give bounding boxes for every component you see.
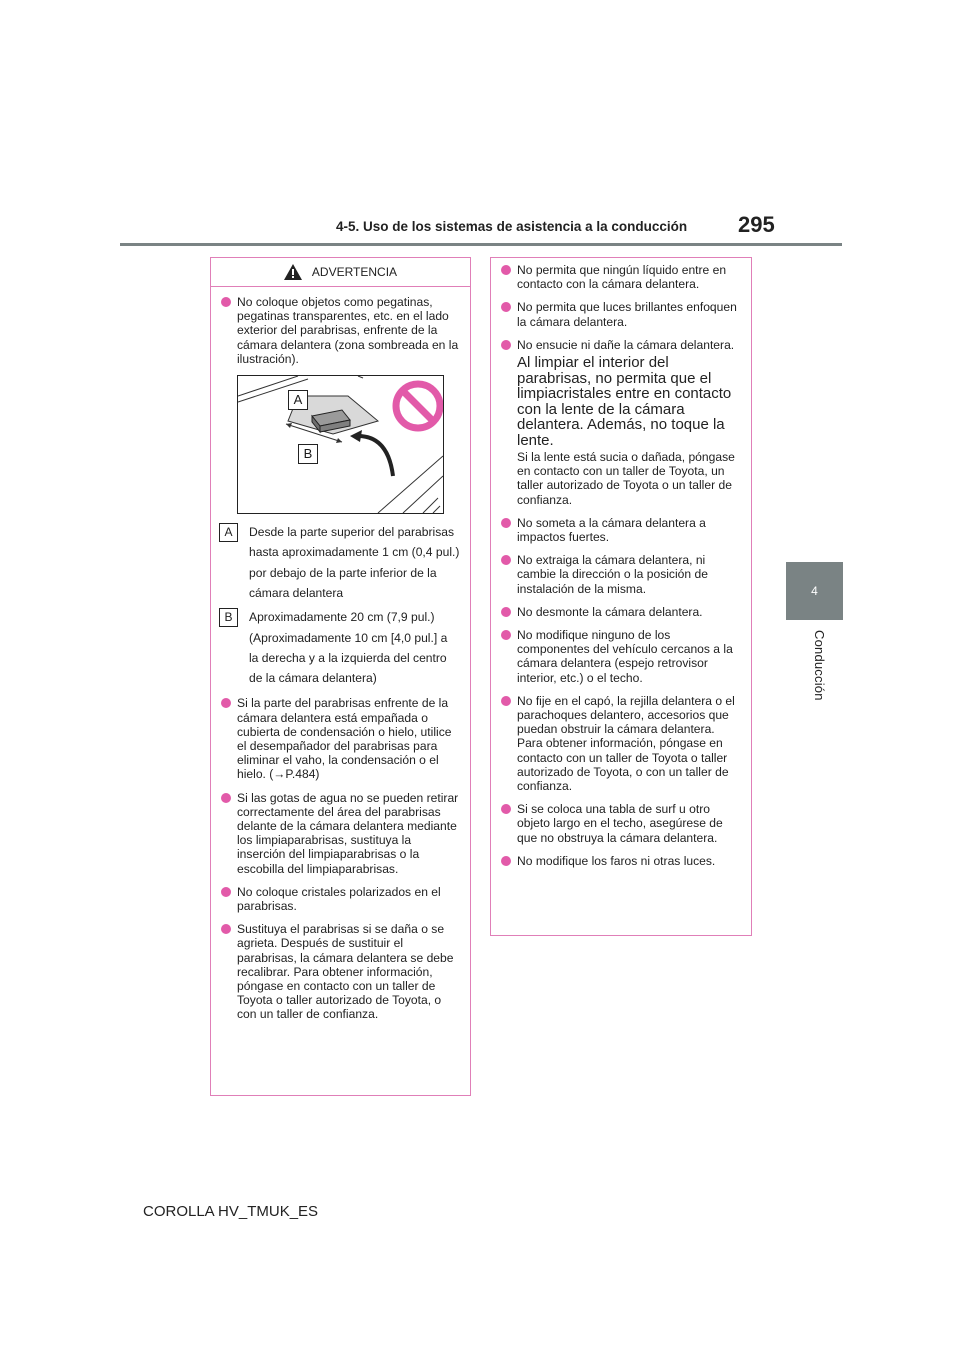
legend-tag-b: B	[219, 608, 238, 627]
bullet-dot-icon	[501, 696, 511, 706]
header-rule	[120, 243, 842, 246]
bullet-item: No fije en el capó, la rejilla delantera o el parachoques delantero, accesorios que puedan obstruir la cámara delantera. Para obtener información, póngase en contacto con un taller de Toyota o taller autorizado de Toyota, o con un taller de confianza.	[499, 694, 741, 793]
warning-header	[211, 258, 470, 287]
camera-area-drawing	[238, 376, 443, 513]
bullet-dot-icon	[501, 856, 511, 866]
bullet-item: No desmonte la cámara delantera.	[499, 605, 741, 619]
section-title: 4-5. Uso de los sistemas de asistencia a la conducción	[336, 219, 688, 234]
bullet-dot-icon	[501, 340, 511, 350]
bullet-item: Sustituya el parabrisas si se daña o se agrieta. Después de sustituir el parabrisas, la cámara delantera se debe recalibrar. Para obtener información, póngase en contacto con un taller de Toyota o taller autorizado de Toyota, o con un taller de confianza.	[219, 922, 460, 1021]
chapter-tab: 4	[786, 562, 843, 620]
bullet-item: No coloque objetos como pegatinas, pegatinas transparentes, etc. en el lado exterior del parabrisas, enfrente de la cámara delantera (zona sombreada en la ilustración).	[219, 295, 460, 366]
bullet-dot-icon	[501, 804, 511, 814]
bullet-item: No permita que luces brillantes enfoquen la cámara delantera.	[499, 300, 741, 328]
bullet-item: No extraiga la cámara delantera, ni cambie la dirección o la posición de instalación de la misma.	[499, 553, 741, 596]
windshield-camera-illustration	[237, 375, 444, 514]
bullet-dot-icon	[221, 698, 231, 708]
illustration-label-a: A	[288, 390, 308, 410]
bullet-item: Si se coloca una tabla de surf u otro objeto largo en el techo, asegúrese de que no obstruya la cámara delantera.	[499, 802, 741, 845]
illustration-label-b: B	[298, 444, 318, 464]
bullet-item-clean-camera: No ensucie ni dañe la cámara delantera. Al limpiar el interior del parabrisas, no permita que el limpiacristales entre en contacto con la lente de la cámara delantera. Además, no toque la lente. Si la lente está sucia o dañada, póngase en contacto con un taller de Toyota, un taller autorizado de Toyota o un taller de confianza.	[499, 338, 741, 507]
footer-model-code: COROLLA HV_TMUK_ES	[143, 1203, 319, 1220]
legend-tag-a: A	[219, 523, 238, 542]
bullet-item: No coloque cristales polarizados en el parabrisas.	[219, 885, 460, 913]
bullet-item: No modifique los faros ni otras luces.	[499, 854, 741, 868]
page-number: 295	[738, 212, 775, 237]
bullet-dot-icon	[221, 924, 231, 934]
bullet-item: Si la parte del parabrisas enfrente de la cámara delantera está empañada o cubierta de condensación o hielo, utilice el desempañador del parabrisas para eliminar el vaho, la condensación o el hielo. (→P.484)	[219, 696, 460, 781]
bullet-item: Si las gotas de agua no se pueden retirar correctamente del área del parabrisas delante de la cámara delantera mediante los limpiaparabrisas, sustituya la inserción del limpiaparabrisas o la escobilla del limpiaparabrisas.	[219, 791, 460, 876]
bullet-dot-icon	[501, 630, 511, 640]
bullet-dot-icon	[221, 887, 231, 897]
legend-item-a: A Desde la parte superior del parabrisas hasta aproximadamente 1 cm (0,4 pul.) por debajo de la parte inferior de la cámara delantera	[219, 522, 460, 603]
bullet-item: No modifique ninguno de los componentes del vehículo cercanos a la cámara delantera (espejo retrovisor interior, etc.) o el techo.	[499, 628, 741, 685]
bullet-dot-icon	[221, 793, 231, 803]
warning-box-left	[210, 257, 471, 1096]
bullet-dot-icon	[221, 297, 231, 307]
bullet-dot-icon	[501, 555, 511, 565]
warning-box-right	[490, 257, 752, 936]
chapter-label: Conducción	[812, 630, 827, 701]
warning-triangle-icon	[284, 264, 302, 280]
bullet-item: No someta a la cámara delantera a impactos fuertes.	[499, 516, 741, 544]
bullet-dot-icon	[501, 607, 511, 617]
bullet-item: No permita que ningún líquido entre en contacto con la cámara delantera.	[499, 263, 741, 291]
legend-item-b: B Aproximadamente 20 cm (7,9 pul.) (Aproximadamente 10 cm [4,0 pul.] a la derecha y a la izquierda del centro de la cámara delantera)	[219, 607, 460, 688]
bullet-dot-icon	[501, 265, 511, 275]
emphasis-text: Al limpiar el interior del parabrisas, no permita que el limpiacristales entre en contacto con la lente de la cámara delantera. Además, no toque la lente.	[517, 354, 732, 449]
bullet-dot-icon	[501, 518, 511, 528]
bullet-dot-icon	[501, 302, 511, 312]
warning-title: ADVERTENCIA	[311, 265, 398, 279]
